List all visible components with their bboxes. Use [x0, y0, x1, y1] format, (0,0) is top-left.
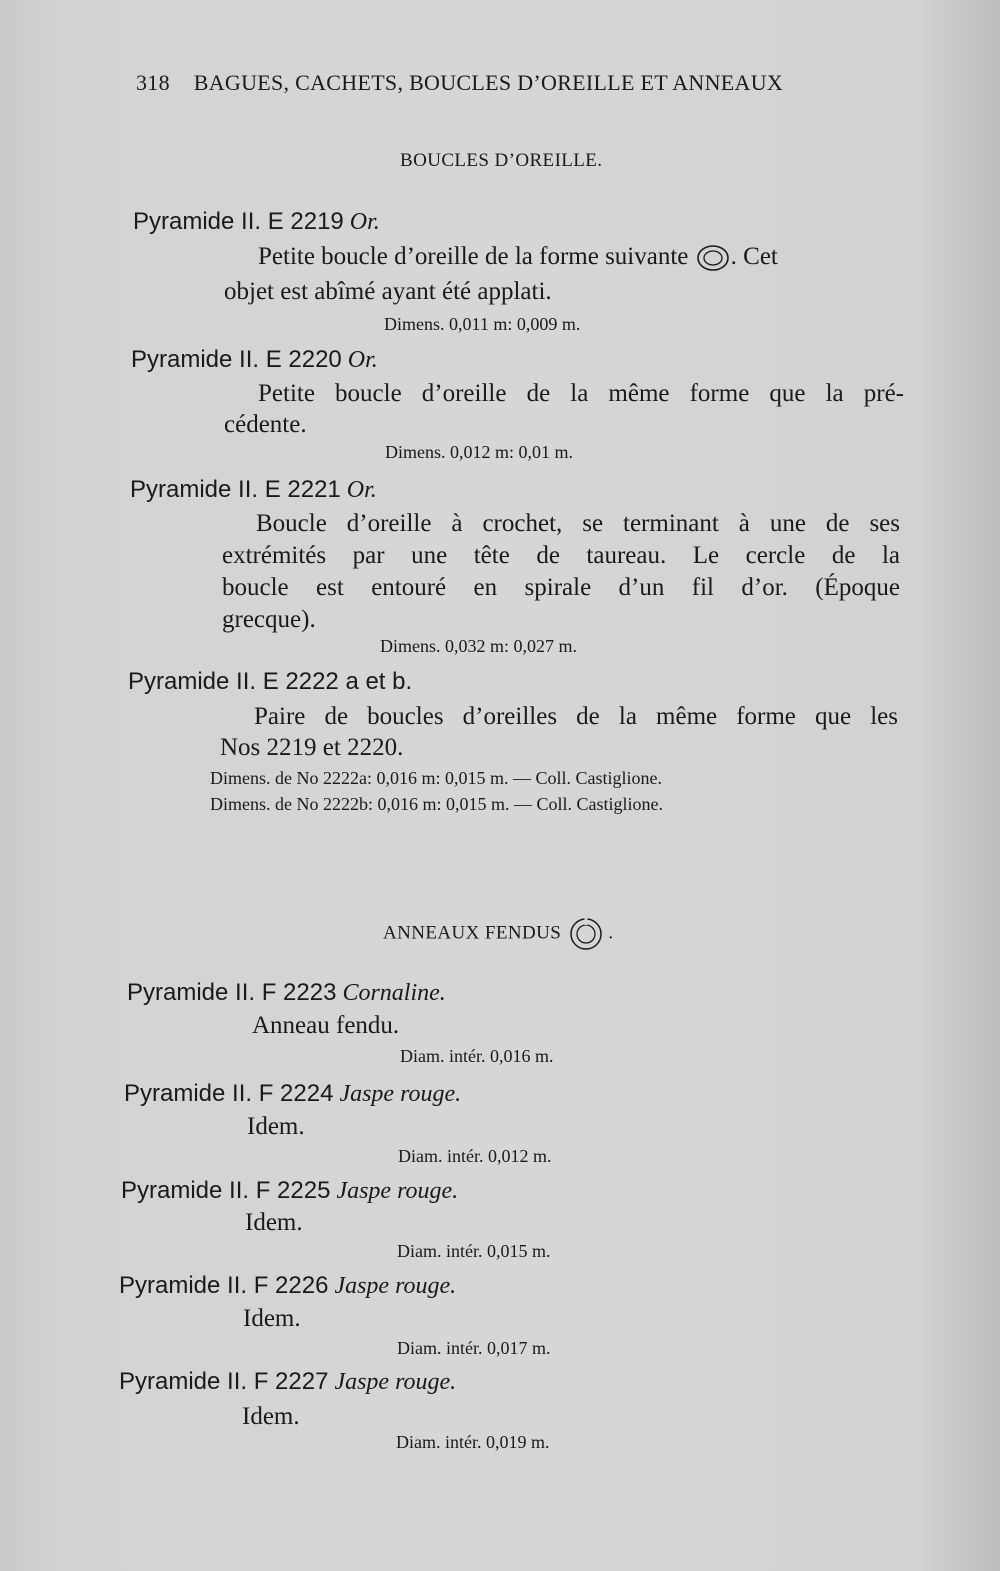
entry-number: Pyramide II. F 2227 — [119, 1368, 329, 1395]
entry-heading — [128, 668, 412, 696]
entry-material: Or. — [346, 477, 377, 503]
entry-number: Pyramide II. F 2225 — [121, 1177, 331, 1204]
split-ring-shape-icon — [566, 914, 608, 954]
entry-text: Petite boucle d’oreille de la forme suivante — [258, 243, 689, 270]
entry-material: Cornaline. — [342, 980, 446, 1006]
entry-dimensions: Dimens. 0,012 m: 0,01 m. — [385, 442, 573, 462]
entry-material: Or. — [349, 209, 380, 235]
entry-dimensions: Dimens. de No 2222a: 0,016 m: 0,015 m. — Coll. Castiglione. — [210, 768, 662, 788]
entry-material: Or. — [347, 347, 378, 373]
entry-heading — [130, 476, 377, 504]
entry-number: Pyramide II. F 2226 — [119, 1272, 329, 1299]
entry-text-line: objet est abîmé ayant été applati. — [224, 278, 552, 305]
entry-text-line: Idem. — [243, 1305, 301, 1332]
entry-number: Pyramide II. E 2220 — [131, 346, 342, 373]
section-title-split-rings: ANNEAUX FENDUS . — [383, 914, 614, 954]
entry-heading — [119, 1368, 456, 1396]
entry-heading — [119, 1272, 456, 1300]
entry-text-line: Petite boucle d’oreille de la même forme que la pré- — [258, 380, 904, 407]
entry-number: Pyramide II. E 2222 a et b. — [128, 668, 413, 695]
running-title: BAGUES, CACHETS, BOUCLES D’OREILLE ET ANNEAUX — [193, 70, 784, 95]
entry-dimensions: Diam. intér. 0,012 m. — [398, 1146, 552, 1166]
entry-text-line: Nos 2219 et 2220. — [220, 734, 404, 761]
entry-material: Jaspe rouge. — [339, 1081, 462, 1107]
entry-heading — [127, 979, 446, 1007]
entry-dimensions: Diam. intér. 0,016 m. — [400, 1046, 554, 1066]
entry-number: Pyramide II. E 2221 — [130, 476, 341, 503]
entry-heading — [131, 346, 378, 374]
entry-dimensions: Diam. intér. 0,017 m. — [397, 1338, 551, 1358]
entry-number: Pyramide II. E 2219 — [133, 208, 344, 235]
earring-shape-icon — [695, 243, 731, 273]
entry-text-line: grecque). — [222, 606, 316, 633]
entry-dimensions: Dimens. 0,032 m: 0,027 m. — [380, 636, 577, 656]
entry-dimensions: Dimens. 0,011 m: 0,009 m. — [384, 314, 581, 334]
entry-text-line: Boucle d’oreille à crochet, se terminant à une de ses — [256, 510, 900, 537]
entry-number: Pyramide II. F 2223 — [127, 979, 337, 1006]
entry-text-line: Idem. — [247, 1113, 305, 1140]
entry-number: Pyramide II. F 2224 — [124, 1080, 334, 1107]
entry-heading — [124, 1080, 461, 1108]
section-title-text: ANNEAUX FENDUS — [383, 922, 562, 944]
entry-dimensions: Dimens. de No 2222b: 0,016 m: 0,015 m. — Coll. Castiglione. — [210, 794, 663, 814]
entry-text-line: Idem. — [242, 1403, 300, 1430]
entry-text-line: cédente. — [224, 411, 307, 438]
entry-text-line: Anneau fendu. — [252, 1012, 400, 1039]
entry-heading — [133, 208, 380, 236]
entry-text-line: Paire de boucles d’oreilles de la même forme que les — [254, 703, 898, 730]
entry-material: Jaspe rouge. — [334, 1273, 457, 1299]
entry-material: Jaspe rouge. — [336, 1178, 459, 1204]
entry-heading — [121, 1177, 458, 1205]
entry-text: . Cet — [730, 243, 778, 270]
running-head — [136, 70, 783, 96]
entry-dimensions: Diam. intér. 0,019 m. — [396, 1432, 550, 1452]
page-number: 318 — [136, 70, 170, 95]
section-title-earrings: BOUCLES D’OREILLE. — [400, 150, 603, 171]
entry-text-line: Idem. — [245, 1209, 303, 1236]
entry-text-line — [258, 243, 778, 273]
entry-dimensions: Diam. intér. 0,015 m. — [397, 1241, 551, 1261]
entry-material: Jaspe rouge. — [334, 1369, 457, 1395]
entry-text-line: boucle est entouré en spirale d’un fil d’or. (Époque — [222, 574, 900, 601]
entry-text-line: extrémités par une tête de taureau. Le cercle de la — [222, 542, 900, 569]
